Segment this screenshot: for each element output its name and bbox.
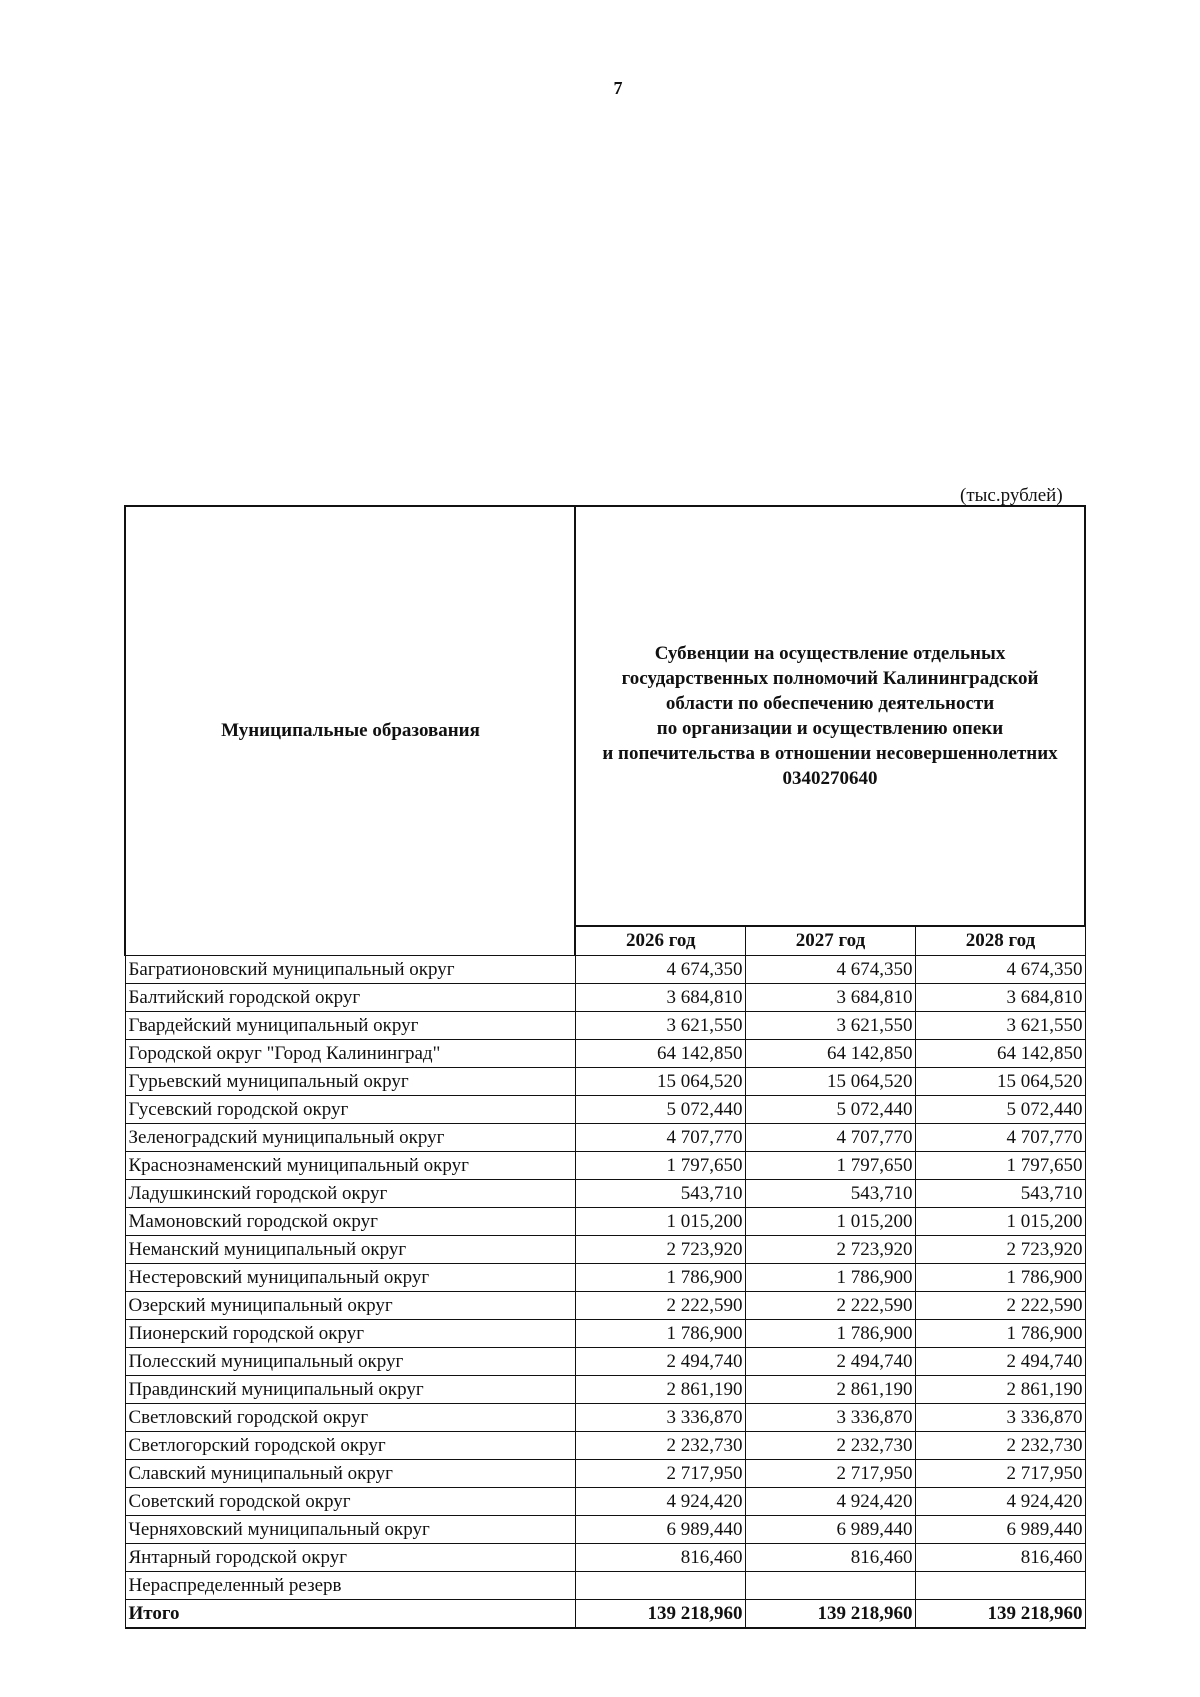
header-line: государственных полномочий Калининградской xyxy=(621,668,1039,689)
table-row xyxy=(125,1096,1085,1124)
municipality-name: Гусевский городской округ xyxy=(125,1096,575,1124)
value-2027: 15 064,520 xyxy=(745,1068,915,1096)
header-line: области по обеспечению деятельности xyxy=(665,693,995,714)
total-row xyxy=(125,1600,1085,1629)
value-2027: 64 142,850 xyxy=(745,1040,915,1068)
value-2027: 816,460 xyxy=(745,1544,915,1572)
header-row xyxy=(125,506,1085,926)
value-2028: 1 786,900 xyxy=(915,1264,1085,1292)
value-2028: 816,460 xyxy=(915,1544,1085,1572)
municipality-name: Ладушкинский городской округ xyxy=(125,1180,575,1208)
table-row xyxy=(125,1460,1085,1488)
value-2026: 2 723,920 xyxy=(575,1236,745,1264)
municipality-name: Гвардейский муниципальный округ xyxy=(125,1012,575,1040)
table-row xyxy=(125,1544,1085,1572)
table-row xyxy=(125,1180,1085,1208)
municipality-name: Пионерский городской округ xyxy=(125,1320,575,1348)
table-row xyxy=(125,1404,1085,1432)
municipality-name: Балтийский городской округ xyxy=(125,984,575,1012)
column-header-subventions xyxy=(575,506,1085,926)
municipality-name: Янтарный городской округ xyxy=(125,1544,575,1572)
value-2028: 4 924,420 xyxy=(915,1488,1085,1516)
value-2026: 64 142,850 xyxy=(575,1040,745,1068)
value-2026: 2 222,590 xyxy=(575,1292,745,1320)
value-2026: 3 621,550 xyxy=(575,1012,745,1040)
value-2027 xyxy=(745,1572,915,1600)
value-2027: 4 674,350 xyxy=(745,956,915,984)
table-row xyxy=(125,956,1085,984)
value-2027: 2 723,920 xyxy=(745,1236,915,1264)
value-2026: 1 015,200 xyxy=(575,1208,745,1236)
municipality-name: Черняховский муниципальный округ xyxy=(125,1516,575,1544)
table-row xyxy=(125,1068,1085,1096)
municipality-name: Светлогорский городской округ xyxy=(125,1432,575,1460)
table-row xyxy=(125,1236,1085,1264)
value-2028: 2 232,730 xyxy=(915,1432,1085,1460)
page-number: 7 xyxy=(613,78,623,98)
municipality-name: Советский городской округ xyxy=(125,1488,575,1516)
value-2026 xyxy=(575,1572,745,1600)
value-2027: 2 222,590 xyxy=(745,1292,915,1320)
header-line: 0340270640 xyxy=(782,768,878,789)
value-2026: 6 989,440 xyxy=(575,1516,745,1544)
value-2027: 2 494,740 xyxy=(745,1348,915,1376)
header-line: и попечительства в отношении несовершеннолетних xyxy=(602,743,1058,764)
municipality-name: Зеленоградский муниципальный округ xyxy=(125,1124,575,1152)
value-2026: 3 336,870 xyxy=(575,1404,745,1432)
value-2026: 5 072,440 xyxy=(575,1096,745,1124)
value-2026: 2 861,190 xyxy=(575,1376,745,1404)
municipality-name: Светловский городской округ xyxy=(125,1404,575,1432)
municipality-name: Полесский муниципальный округ xyxy=(125,1348,575,1376)
value-2027: 4 707,770 xyxy=(745,1124,915,1152)
total-2027: 139 218,960 xyxy=(745,1600,915,1629)
municipality-name: Багратионовский муниципальный округ xyxy=(125,956,575,984)
value-2026: 816,460 xyxy=(575,1544,745,1572)
table-row xyxy=(125,1292,1085,1320)
table-row xyxy=(125,1376,1085,1404)
value-2026: 2 717,950 xyxy=(575,1460,745,1488)
table-row xyxy=(125,1040,1085,1068)
value-2028: 2 717,950 xyxy=(915,1460,1085,1488)
value-2028: 2 222,590 xyxy=(915,1292,1085,1320)
value-2028 xyxy=(915,1572,1085,1600)
table-row xyxy=(125,1432,1085,1460)
value-2027: 4 924,420 xyxy=(745,1488,915,1516)
value-2027: 1 797,650 xyxy=(745,1152,915,1180)
value-2026: 15 064,520 xyxy=(575,1068,745,1096)
value-2026: 1 786,900 xyxy=(575,1320,745,1348)
table-row xyxy=(125,984,1085,1012)
table-row xyxy=(125,1516,1085,1544)
total-2026: 139 218,960 xyxy=(575,1600,745,1629)
value-2028: 4 674,350 xyxy=(915,956,1085,984)
table-row xyxy=(125,1488,1085,1516)
value-2027: 2 717,950 xyxy=(745,1460,915,1488)
value-2026: 2 494,740 xyxy=(575,1348,745,1376)
value-2026: 1 797,650 xyxy=(575,1152,745,1180)
value-2027: 1 786,900 xyxy=(745,1320,915,1348)
value-2028: 2 861,190 xyxy=(915,1376,1085,1404)
municipality-name: Краснознаменский муниципальный округ xyxy=(125,1152,575,1180)
value-2026: 2 232,730 xyxy=(575,1432,745,1460)
value-2028: 3 684,810 xyxy=(915,984,1085,1012)
value-2027: 6 989,440 xyxy=(745,1516,915,1544)
value-2028: 3 336,870 xyxy=(915,1404,1085,1432)
value-2028: 3 621,550 xyxy=(915,1012,1085,1040)
value-2028: 1 786,900 xyxy=(915,1320,1085,1348)
value-2026: 4 707,770 xyxy=(575,1124,745,1152)
value-2027: 3 684,810 xyxy=(745,984,915,1012)
value-2028: 543,710 xyxy=(915,1180,1085,1208)
table-row xyxy=(125,1208,1085,1236)
year-header-2026: 2026 год xyxy=(575,926,745,956)
municipality-name: Неманский муниципальный округ xyxy=(125,1236,575,1264)
table-row xyxy=(125,1012,1085,1040)
value-2027: 2 861,190 xyxy=(745,1376,915,1404)
column-header-municipalities: Муниципальные образования xyxy=(125,506,575,956)
value-2026: 4 674,350 xyxy=(575,956,745,984)
table-row xyxy=(125,1320,1085,1348)
table-row xyxy=(125,1348,1085,1376)
table-row xyxy=(125,1264,1085,1292)
subventions-table xyxy=(124,505,1086,1629)
municipality-name: Нестеровский муниципальный округ xyxy=(125,1264,575,1292)
value-2026: 3 684,810 xyxy=(575,984,745,1012)
value-2027: 1 015,200 xyxy=(745,1208,915,1236)
municipality-name: Славский муниципальный округ xyxy=(125,1460,575,1488)
units-label: (тыс.рублей) xyxy=(960,485,1063,506)
municipality-name: Городской округ "Город Калининград" xyxy=(125,1040,575,1068)
table-row xyxy=(125,1572,1085,1600)
municipality-name: Нераспределенный резерв xyxy=(125,1572,575,1600)
value-2027: 5 072,440 xyxy=(745,1096,915,1124)
table-row xyxy=(125,1124,1085,1152)
value-2028: 4 707,770 xyxy=(915,1124,1085,1152)
value-2028: 2 723,920 xyxy=(915,1236,1085,1264)
value-2026: 1 786,900 xyxy=(575,1264,745,1292)
header-line: по организации и осуществлению опеки xyxy=(656,718,1004,739)
value-2027: 3 621,550 xyxy=(745,1012,915,1040)
value-2026: 543,710 xyxy=(575,1180,745,1208)
value-2026: 4 924,420 xyxy=(575,1488,745,1516)
municipality-name: Правдинский муниципальный округ xyxy=(125,1376,575,1404)
value-2028: 5 072,440 xyxy=(915,1096,1085,1124)
total-label: Итого xyxy=(125,1600,575,1629)
table-row xyxy=(125,1152,1085,1180)
value-2027: 1 786,900 xyxy=(745,1264,915,1292)
year-header-2028: 2028 год xyxy=(915,926,1085,956)
value-2027: 3 336,870 xyxy=(745,1404,915,1432)
municipality-name: Озерский муниципальный округ xyxy=(125,1292,575,1320)
value-2027: 2 232,730 xyxy=(745,1432,915,1460)
municipality-name: Мамоновский городской округ xyxy=(125,1208,575,1236)
header-line: Субвенции на осуществление отдельных xyxy=(654,643,1006,664)
year-header-2027: 2027 год xyxy=(745,926,915,956)
value-2028: 2 494,740 xyxy=(915,1348,1085,1376)
value-2028: 64 142,850 xyxy=(915,1040,1085,1068)
total-2028: 139 218,960 xyxy=(915,1600,1085,1629)
value-2028: 15 064,520 xyxy=(915,1068,1085,1096)
municipality-name: Гурьевский муниципальный округ xyxy=(125,1068,575,1096)
value-2028: 6 989,440 xyxy=(915,1516,1085,1544)
value-2028: 1 797,650 xyxy=(915,1152,1085,1180)
value-2027: 543,710 xyxy=(745,1180,915,1208)
value-2028: 1 015,200 xyxy=(915,1208,1085,1236)
